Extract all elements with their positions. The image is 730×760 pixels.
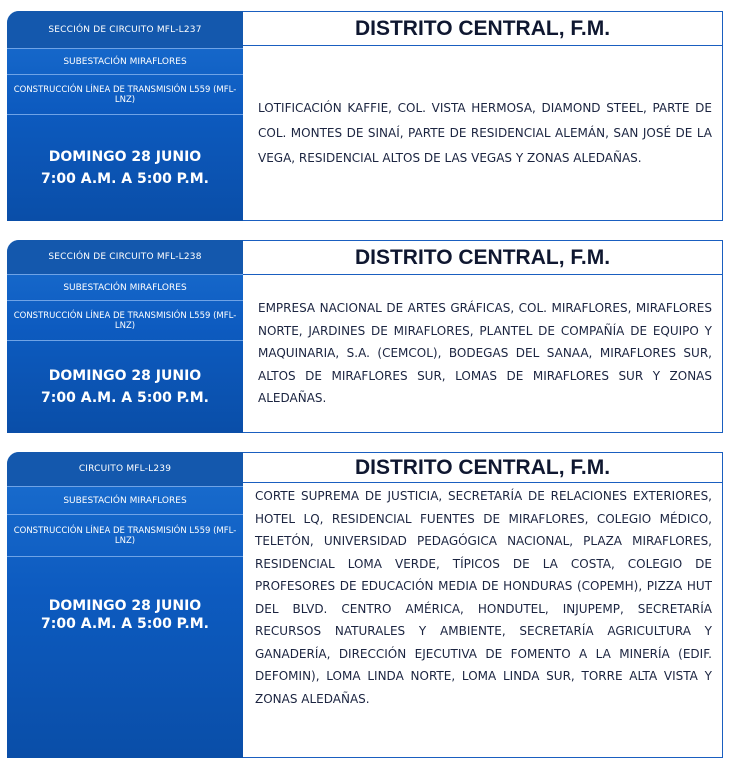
outage-time: 7:00 A.M. A 5:00 P.M. xyxy=(41,171,209,187)
schedule-panel xyxy=(7,11,243,221)
outage-date: DOMINGO 28 JUNIO xyxy=(48,368,202,384)
outage-card xyxy=(7,452,723,758)
schedule-datetime xyxy=(7,557,243,758)
affected-areas xyxy=(243,483,722,757)
outage-time: 7:00 A.M. A 5:00 P.M. xyxy=(41,390,209,406)
schedule-datetime xyxy=(7,341,243,433)
affected-areas xyxy=(243,46,722,220)
area-panel xyxy=(243,11,723,221)
affected-areas-text: LOTIFICACIÓN KAFFIE, COL. VISTA HERMOSA, DIAMOND STEEL, PARTE DE COL. MONTES DE SINAÍ, PARTE DE RESIDENCIAL ALEMÁN, SAN JOSÉ DE LA VEGA, RESIDENCIAL ALTOS DE LAS VEGAS Y ZONAS ALEDAÑAS. xyxy=(258,100,712,165)
outage-date: DOMINGO 28 JUNIO xyxy=(48,598,202,614)
area-panel xyxy=(243,452,723,758)
district-title: DISTRITO CENTRAL, F.M. xyxy=(243,12,722,46)
outage-date: DOMINGO 28 JUNIO xyxy=(48,149,202,165)
substation-label: SUBESTACIÓN MIRAFLORES xyxy=(7,486,243,515)
outage-card xyxy=(7,11,723,221)
schedule-panel xyxy=(7,240,243,433)
district-title: DISTRITO CENTRAL, F.M. xyxy=(243,241,722,275)
outage-time: 7:00 A.M. A 5:00 P.M. xyxy=(41,616,209,632)
affected-areas-text: EMPRESA NACIONAL DE ARTES GRÁFICAS, COL. MIRAFLORES, MIRAFLORES NORTE, JARDINES DE MIRAFLORES, PLANTEL DE COMPAÑÍA DE EQUIPO Y MAQUINARIA, S.A. (CEMCOL), BODEGAS DEL SANAA, MIRAFLORES SUR, ALTOS DE MIRAFLORES SUR, LOMAS DE MIRAFLORES SUR Y ZONAS ALEDAÑAS. xyxy=(258,301,712,406)
affected-areas-text: CORTE SUPREMA DE JUSTICIA, SECRETARÍA DE RELACIONES EXTERIORES, HOTEL LQ, RESIDENCIAL FUENTES DE MIRAFLORES, COLEGIO MÉDICO, TELETÓN, UNIVERSIDAD PEDAGÓGICA NACIONAL, PLAZA MIRAFLORES, RESIDENCIAL LOMA VERDE, TÍPICOS DE LA COSTA, COLEGIO DE PROFESORES DE EDUCACIÓN MEDIA DE HONDURAS (COPEMH), PIZZA HUT DEL BLVD. CENTRO AMÉRICA, HONDUTEL, INJUPEMP, SECRETARÍA RECURSOS NATURALES Y AMBIENTE, SECRETARÍA AGRICULTURA Y GANADERÍA, DIRECCIÓN EJECUTIVA DE FOMENTO A LA MINERÍA (EDIF. DEFOMIN), LOMA LINDA NORTE, LOMA LINDA SUR, TORRE ALTA VISTA Y ZONAS ALEDAÑAS. xyxy=(255,489,712,706)
work-description: CONSTRUCCIÓN LÍNEA DE TRANSMISIÓN L559 (MFL-LNZ) xyxy=(7,515,243,557)
circuit-section: SECCIÓN DE CIRCUITO MFL-L238 xyxy=(7,240,243,274)
substation-label: SUBESTACIÓN MIRAFLORES xyxy=(7,48,243,75)
circuit-section: CIRCUITO MFL-L239 xyxy=(7,452,243,486)
work-description: CONSTRUCCIÓN LÍNEA DE TRANSMISIÓN L559 (MFL-LNZ) xyxy=(7,301,243,341)
affected-areas xyxy=(243,275,722,432)
circuit-section: SECCIÓN DE CIRCUITO MFL-L237 xyxy=(7,11,243,48)
work-description: CONSTRUCCIÓN LÍNEA DE TRANSMISIÓN L559 (MFL-LNZ) xyxy=(7,75,243,115)
schedule-panel xyxy=(7,452,243,758)
outage-card xyxy=(7,240,723,433)
district-title: DISTRITO CENTRAL, F.M. xyxy=(243,453,722,483)
schedule-datetime xyxy=(7,115,243,221)
substation-label: SUBESTACIÓN MIRAFLORES xyxy=(7,274,243,301)
area-panel xyxy=(243,240,723,433)
